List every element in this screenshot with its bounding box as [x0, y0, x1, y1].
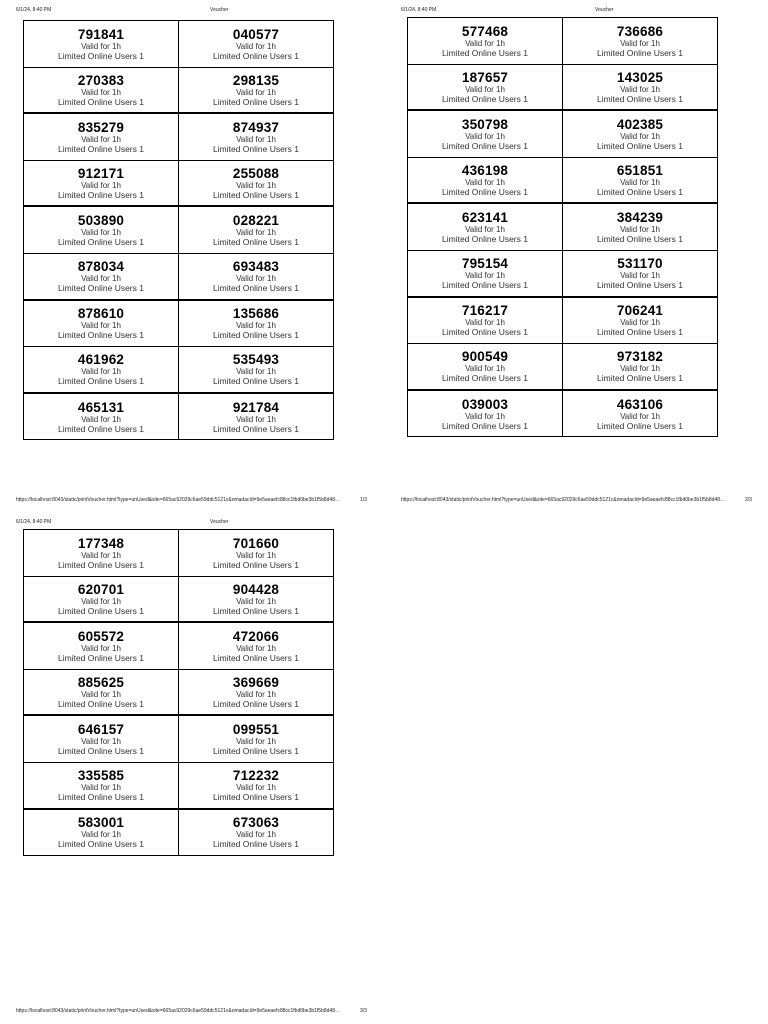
voucher-validity: Valid for 1h: [465, 411, 505, 421]
voucher-code: 531170: [617, 256, 663, 272]
voucher-card: [24, 623, 179, 670]
voucher-validity: Valid for 1h: [620, 318, 660, 328]
voucher-code: 436198: [461, 163, 509, 179]
voucher-validity: Valid for 1h: [236, 783, 276, 793]
voucher-code: 270383: [77, 72, 125, 88]
voucher-validity: Valid for 1h: [620, 271, 660, 281]
voucher-card: [408, 204, 563, 251]
voucher-card: [179, 161, 334, 208]
voucher-code: 646157: [77, 722, 125, 738]
voucher-card: [179, 670, 334, 717]
voucher-validity: Valid for 1h: [236, 321, 276, 331]
voucher-validity: Valid for 1h: [236, 41, 276, 51]
voucher-card: [24, 301, 179, 348]
voucher-user-limit: Limited Online Users 1: [58, 792, 144, 803]
voucher-code: 535493: [232, 352, 280, 368]
voucher-user-limit: Limited Online Users 1: [58, 50, 144, 61]
voucher-card: [24, 207, 179, 254]
voucher-user-limit: Limited Online Users 1: [597, 280, 683, 291]
voucher-code: 028221: [232, 213, 280, 229]
voucher-validity: Valid for 1h: [465, 271, 505, 281]
voucher-user-limit: Limited Online Users 1: [58, 699, 144, 710]
voucher-card: [563, 18, 718, 65]
voucher-validity: Valid for 1h: [81, 783, 121, 793]
voucher-card: [179, 301, 334, 348]
voucher-user-limit: Limited Online Users 1: [213, 376, 299, 387]
voucher-user-limit: Limited Online Users 1: [442, 373, 528, 384]
voucher-card: [24, 670, 179, 717]
print-url: https://localhost:8043/static/printVoucher.html?type=unUsed&site=665ac92029c6ae59ddc5121c&omadacId=9e5aeaefc88cc1fbd0be3b1f5b8d48…: [401, 497, 725, 503]
voucher-validity: Valid for 1h: [81, 550, 121, 560]
voucher-grid-page-1: [23, 20, 334, 440]
voucher-card: [179, 254, 334, 301]
voucher-card: [563, 158, 718, 205]
voucher-card: [24, 68, 179, 115]
voucher-code: 620701: [77, 581, 125, 597]
voucher-code: 605572: [77, 628, 125, 644]
voucher-code: 335585: [77, 768, 125, 784]
voucher-card: [179, 207, 334, 254]
voucher-card: [408, 298, 563, 345]
print-url: https://localhost:8043/static/printVoucher.html?type=unUsed&site=665ac92029c6ae59ddc5121c&omadacId=9e5aeaefc88cc1fbd0be3b1f5b8d48…: [16, 497, 340, 503]
voucher-user-limit: Limited Online Users 1: [58, 605, 144, 616]
voucher-user-limit: Limited Online Users 1: [58, 143, 144, 154]
voucher-code: 623141: [461, 210, 509, 226]
voucher-user-limit: Limited Online Users 1: [213, 330, 299, 341]
voucher-code: 651851: [616, 163, 664, 179]
voucher-card: [408, 158, 563, 205]
voucher-code: 402385: [616, 116, 664, 132]
voucher-validity: Valid for 1h: [465, 318, 505, 328]
voucher-validity: Valid for 1h: [465, 131, 505, 141]
voucher-validity: Valid for 1h: [236, 690, 276, 700]
voucher-validity: Valid for 1h: [620, 225, 660, 235]
voucher-card: [24, 530, 179, 577]
voucher-user-limit: Limited Online Users 1: [597, 327, 683, 338]
voucher-card: [179, 347, 334, 394]
voucher-code: 369669: [232, 675, 280, 691]
print-timestamp: 6/1/24, 8:40 PM: [16, 7, 52, 13]
voucher-user-limit: Limited Online Users 1: [597, 187, 683, 198]
voucher-user-limit: Limited Online Users 1: [213, 143, 299, 154]
voucher-validity: Valid for 1h: [236, 550, 276, 560]
voucher-code: 099551: [232, 722, 280, 738]
voucher-card: [179, 577, 334, 624]
voucher-validity: Valid for 1h: [465, 178, 505, 188]
voucher-card: [179, 21, 334, 68]
voucher-user-limit: Limited Online Users 1: [213, 96, 299, 107]
voucher-validity: Valid for 1h: [81, 690, 121, 700]
voucher-code: 040577: [232, 26, 280, 42]
voucher-user-limit: Limited Online Users 1: [442, 234, 528, 245]
voucher-code: 384239: [616, 210, 664, 226]
page-2-header: [401, 7, 741, 15]
voucher-validity: Valid for 1h: [81, 87, 121, 97]
voucher-validity: Valid for 1h: [81, 321, 121, 331]
voucher-validity: Valid for 1h: [236, 134, 276, 144]
voucher-code: 878034: [77, 259, 125, 275]
voucher-validity: Valid for 1h: [620, 38, 660, 48]
voucher-user-limit: Limited Online Users 1: [213, 237, 299, 248]
voucher-card: [24, 114, 179, 161]
voucher-validity: Valid for 1h: [81, 414, 121, 424]
voucher-card: [24, 394, 179, 441]
voucher-user-limit: Limited Online Users 1: [58, 330, 144, 341]
page-1-footer: [16, 497, 368, 505]
page-number: 2/3: [745, 497, 752, 503]
voucher-code: 463106: [616, 396, 664, 412]
voucher-code: 835279: [77, 119, 125, 135]
voucher-user-limit: Limited Online Users 1: [213, 423, 299, 434]
page-1-header: [16, 7, 356, 15]
voucher-user-limit: Limited Online Users 1: [442, 327, 528, 338]
voucher-grid-page-3: [23, 529, 334, 856]
voucher-card: [408, 344, 563, 391]
voucher-code: 912171: [77, 166, 125, 182]
print-timestamp: 6/1/24, 8:40 PM: [16, 519, 52, 525]
voucher-card: [179, 716, 334, 763]
voucher-validity: Valid for 1h: [465, 225, 505, 235]
voucher-card: [563, 65, 718, 112]
voucher-validity: Valid for 1h: [81, 830, 121, 840]
voucher-code: 187657: [461, 69, 509, 85]
voucher-validity: Valid for 1h: [620, 364, 660, 374]
voucher-validity: Valid for 1h: [465, 364, 505, 374]
voucher-code: 736686: [616, 23, 664, 39]
voucher-card: [24, 254, 179, 301]
voucher-user-limit: Limited Online Users 1: [213, 792, 299, 803]
voucher-code: 973182: [616, 349, 664, 365]
voucher-user-limit: Limited Online Users 1: [58, 559, 144, 570]
voucher-card: [408, 111, 563, 158]
voucher-code: 583001: [77, 815, 125, 831]
voucher-code: 461962: [77, 352, 125, 368]
voucher-card: [179, 623, 334, 670]
voucher-validity: Valid for 1h: [81, 41, 121, 51]
voucher-card: [179, 763, 334, 810]
voucher-user-limit: Limited Online Users 1: [58, 190, 144, 201]
voucher-validity: Valid for 1h: [236, 367, 276, 377]
voucher-user-limit: Limited Online Users 1: [58, 376, 144, 387]
voucher-card: [179, 68, 334, 115]
voucher-card: [563, 344, 718, 391]
voucher-validity: Valid for 1h: [620, 131, 660, 141]
voucher-user-limit: Limited Online Users 1: [213, 190, 299, 201]
voucher-user-limit: Limited Online Users 1: [58, 839, 144, 850]
voucher-card: [24, 577, 179, 624]
voucher-validity: Valid for 1h: [236, 830, 276, 840]
voucher-card: [563, 251, 718, 298]
voucher-user-limit: Limited Online Users 1: [213, 559, 299, 570]
voucher-code: 878610: [77, 306, 125, 322]
voucher-user-limit: Limited Online Users 1: [442, 280, 528, 291]
voucher-code: 465131: [77, 399, 125, 415]
voucher-user-limit: Limited Online Users 1: [597, 373, 683, 384]
voucher-code: 255088: [232, 166, 280, 182]
voucher-card: [408, 65, 563, 112]
voucher-user-limit: Limited Online Users 1: [213, 699, 299, 710]
voucher-user-limit: Limited Online Users 1: [597, 47, 683, 58]
voucher-validity: Valid for 1h: [236, 414, 276, 424]
voucher-card: [24, 21, 179, 68]
voucher-card: [408, 391, 563, 438]
voucher-validity: Valid for 1h: [620, 178, 660, 188]
voucher-code: 472066: [232, 628, 280, 644]
voucher-validity: Valid for 1h: [236, 87, 276, 97]
page-3-header: [16, 519, 356, 527]
voucher-code: 577468: [461, 23, 509, 39]
print-title: Voucher: [210, 519, 229, 525]
voucher-card: [24, 347, 179, 394]
voucher-user-limit: Limited Online Users 1: [442, 420, 528, 431]
voucher-code: 885625: [77, 675, 125, 691]
voucher-user-limit: Limited Online Users 1: [213, 283, 299, 294]
voucher-code: 143025: [616, 69, 664, 85]
voucher-user-limit: Limited Online Users 1: [58, 746, 144, 757]
voucher-user-limit: Limited Online Users 1: [58, 423, 144, 434]
voucher-user-limit: Limited Online Users 1: [442, 93, 528, 104]
voucher-card: [179, 114, 334, 161]
voucher-card: [179, 394, 334, 441]
voucher-validity: Valid for 1h: [465, 84, 505, 94]
page-number: 3/3: [360, 1008, 367, 1014]
voucher-code: 716217: [461, 303, 509, 319]
voucher-code: 900549: [461, 349, 509, 365]
voucher-user-limit: Limited Online Users 1: [213, 605, 299, 616]
print-url: https://localhost:8043/static/printVoucher.html?type=unUsed&site=665ac92029c6ae59ddc5121c&omadacId=9e5aeaefc88cc1fbd0be3b1f5b8d48…: [16, 1008, 340, 1014]
voucher-card: [24, 763, 179, 810]
voucher-card: [563, 111, 718, 158]
voucher-grid-page-2: [407, 17, 718, 437]
voucher-code: 673063: [232, 815, 280, 831]
voucher-user-limit: Limited Online Users 1: [213, 50, 299, 61]
voucher-code: 503890: [77, 213, 125, 229]
voucher-card: [563, 391, 718, 438]
voucher-validity: Valid for 1h: [81, 228, 121, 238]
voucher-validity: Valid for 1h: [620, 84, 660, 94]
voucher-code: 135686: [232, 306, 280, 322]
voucher-validity: Valid for 1h: [81, 737, 121, 747]
voucher-validity: Valid for 1h: [81, 181, 121, 191]
voucher-code: 693483: [232, 259, 280, 275]
voucher-card: [563, 204, 718, 251]
voucher-validity: Valid for 1h: [81, 596, 121, 606]
voucher-user-limit: Limited Online Users 1: [597, 140, 683, 151]
voucher-card: [408, 18, 563, 65]
print-timestamp: 6/1/24, 8:40 PM: [401, 7, 437, 13]
voucher-validity: Valid for 1h: [620, 411, 660, 421]
voucher-user-limit: Limited Online Users 1: [213, 652, 299, 663]
voucher-validity: Valid for 1h: [81, 643, 121, 653]
voucher-validity: Valid for 1h: [236, 737, 276, 747]
voucher-user-limit: Limited Online Users 1: [597, 93, 683, 104]
print-title: Voucher: [595, 7, 614, 13]
voucher-user-limit: Limited Online Users 1: [213, 839, 299, 850]
voucher-user-limit: Limited Online Users 1: [58, 237, 144, 248]
voucher-validity: Valid for 1h: [236, 274, 276, 284]
voucher-card: [563, 298, 718, 345]
print-title: Voucher: [210, 7, 229, 13]
voucher-code: 039003: [461, 396, 509, 412]
voucher-user-limit: Limited Online Users 1: [597, 420, 683, 431]
voucher-card: [179, 530, 334, 577]
voucher-card: [408, 251, 563, 298]
voucher-code: 706241: [616, 303, 664, 319]
voucher-code: 712232: [232, 768, 280, 784]
voucher-code: 350798: [461, 116, 509, 132]
voucher-user-limit: Limited Online Users 1: [58, 652, 144, 663]
voucher-user-limit: Limited Online Users 1: [213, 746, 299, 757]
voucher-validity: Valid for 1h: [236, 228, 276, 238]
voucher-code: 177348: [77, 535, 125, 551]
voucher-validity: Valid for 1h: [236, 181, 276, 191]
page-number: 1/3: [360, 497, 367, 503]
voucher-card: [179, 810, 334, 857]
voucher-code: 904428: [232, 581, 280, 597]
voucher-validity: Valid for 1h: [81, 274, 121, 284]
voucher-user-limit: Limited Online Users 1: [442, 47, 528, 58]
voucher-validity: Valid for 1h: [465, 38, 505, 48]
page-2-footer: [401, 497, 753, 505]
voucher-card: [24, 810, 179, 857]
voucher-validity: Valid for 1h: [81, 134, 121, 144]
voucher-validity: Valid for 1h: [236, 643, 276, 653]
voucher-validity: Valid for 1h: [81, 367, 121, 377]
voucher-user-limit: Limited Online Users 1: [442, 140, 528, 151]
voucher-code: 791841: [77, 26, 125, 42]
voucher-validity: Valid for 1h: [236, 596, 276, 606]
voucher-code: 298135: [232, 72, 280, 88]
voucher-user-limit: Limited Online Users 1: [58, 283, 144, 294]
voucher-user-limit: Limited Online Users 1: [442, 187, 528, 198]
voucher-user-limit: Limited Online Users 1: [597, 234, 683, 245]
voucher-card: [24, 716, 179, 763]
voucher-code: 874937: [232, 119, 280, 135]
voucher-code: 701660: [232, 535, 280, 551]
page-3-footer: [16, 1008, 368, 1016]
voucher-code: 795154: [461, 256, 509, 272]
voucher-card: [24, 161, 179, 208]
voucher-user-limit: Limited Online Users 1: [58, 96, 144, 107]
voucher-code: 921784: [232, 399, 280, 415]
